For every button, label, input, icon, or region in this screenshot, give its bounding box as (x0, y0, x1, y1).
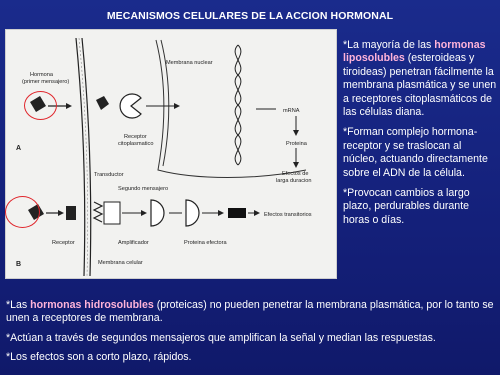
side-paragraph-1: *La mayoría de las hormonas liposolubles (esteroideas y tiroideas) penetran fácilmente la membrana plasmática y se unen a receptores citoplasmáticos de las células diana. (343, 39, 497, 119)
side-paragraph-2: *Forman complejo hormona-receptor y se traslocan al núcleo, actuando directamente sobre el ADN de la célula. (343, 126, 488, 179)
label-hormona: Hormona (30, 72, 54, 78)
bottom-paragraph-2: *Actúan a través de segundos mensajeros que amplifican la señal y median las respuestas. (6, 331, 436, 344)
bottom-paragraph-1: *Las hormonas hidrosolubles (proteicas) no pueden penetrar la membrana plasmática, por lo tanto se unen a receptores de membrana. (6, 299, 494, 325)
highlight-circle-liposoluble (24, 91, 57, 120)
liposoluble-notes (343, 39, 497, 234)
label-efectos-transitorios: Efectos transitorios (264, 212, 312, 218)
hidrosoluble-notes (6, 299, 494, 371)
highlight-circle-hidrosoluble (5, 196, 40, 228)
label-membrana-celular: Membrana celular (98, 260, 143, 266)
label-proteina: Proteina (286, 141, 307, 147)
bottom-paragraph-3: *Los efectos son a corto plazo, rápidos. (6, 351, 192, 364)
label-efectos-largos-2: larga duracion (276, 178, 312, 184)
hormone-mechanism-diagram (5, 29, 337, 279)
label-efectos-largos: Efectos de (282, 171, 309, 177)
highlight-hidrosolubles: hormonas hidrosolubles (30, 299, 154, 311)
label-proteina-efectora: Proteina efectora (184, 240, 227, 246)
panel-label-b: B (16, 261, 22, 268)
label-primer-mensajero: (primer mensajero) (22, 79, 70, 85)
label-amplificador: Amplificador (118, 240, 149, 246)
label-receptor-cito: Receptor (124, 134, 147, 140)
highlight-liposolubles: hormonas liposolubles (343, 39, 486, 65)
label-receptor-cito-2: citoplasmatico (118, 141, 154, 147)
label-membrana-nuclear: Membrana nuclear (166, 60, 213, 66)
side-paragraph-3: *Provocan cambios a largo plazo, perdurables durante horas o días. (343, 187, 470, 226)
label-transductor: Transductor (94, 172, 124, 178)
label-segundo-mensajero: Segundo mensajero (118, 186, 169, 192)
page-title: MECANISMOS CELULARES DE LA ACCION HORMONAL (106, 10, 394, 22)
label-receptor: Receptor (52, 240, 75, 246)
panel-label-a: A (16, 145, 22, 152)
label-mrna: mRNA (283, 108, 300, 114)
